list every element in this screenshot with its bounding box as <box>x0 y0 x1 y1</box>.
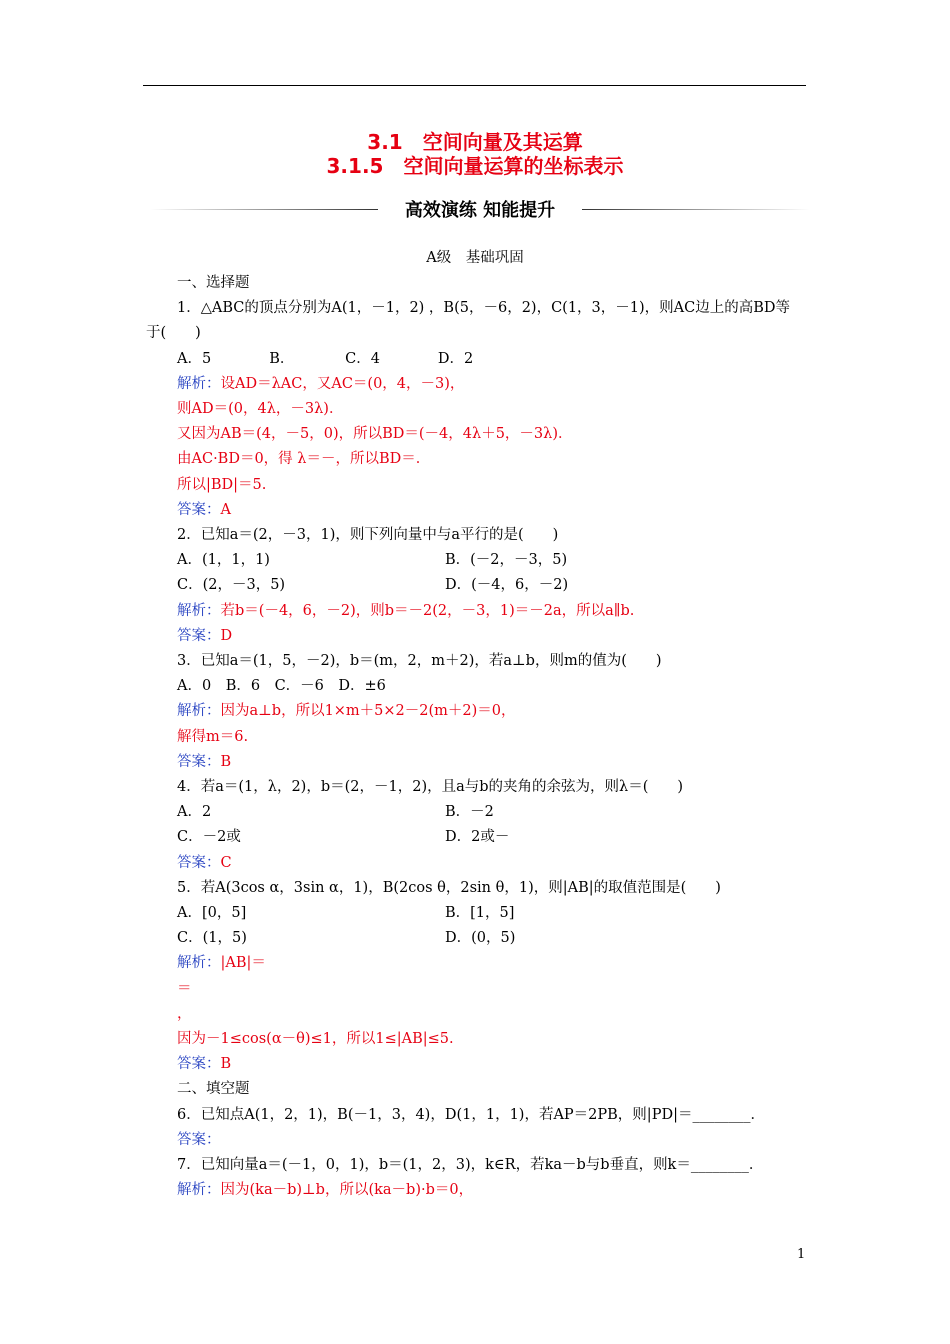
banner-text: 高效演练 知能提升 <box>404 200 556 221</box>
answer-label: 答案： <box>177 502 221 518</box>
line-text: 则AD＝(0，4λ，－3λ)． <box>177 401 344 417</box>
line-text: 因为(ka－b)⊥b，所以(ka－b)·b＝0， <box>220 1182 474 1198</box>
section-title: 3.1 空间向量及其运算 <box>367 130 583 154</box>
text-line <box>177 728 248 746</box>
level-heading: A级 基础巩固 <box>426 250 524 266</box>
line-text: 2．已知a＝(2，－3，1)，则下列向量中与a平行的是( ) <box>177 527 559 543</box>
text-line <box>177 702 516 720</box>
text-line <box>177 753 231 771</box>
text-line <box>177 652 662 670</box>
text-line <box>177 299 790 317</box>
line-text: 设AD＝λAC，又AC＝(0，4，－3)， <box>220 376 465 392</box>
text-line <box>177 501 231 519</box>
answer-label: 解析： <box>177 603 221 619</box>
banner <box>150 196 810 224</box>
line-text: A．2 <box>177 804 212 820</box>
line-text: 5．若A(3cos α，3sin α，1)，B(2cos θ，2sin θ，1)，则|AB|的取值范围是( ) <box>177 880 721 896</box>
line-text: A．0 B．6 C．－6 D．±6 <box>177 678 386 694</box>
answer-label: 答案： <box>177 628 221 644</box>
line-text: ， <box>177 1006 192 1022</box>
line-text: 因为a⊥b，所以1×m＋5×2－2(m＋2)＝0， <box>220 703 516 719</box>
answer-label: 答案： <box>177 855 221 871</box>
option-right: B．(－2，－3，5) <box>445 552 568 568</box>
text-line <box>177 904 246 922</box>
text-line <box>177 551 270 569</box>
text-line <box>177 1131 221 1149</box>
text-line <box>177 803 211 821</box>
answer-label: 解析： <box>177 955 221 971</box>
banner-right-rule <box>582 209 810 210</box>
text-line <box>177 1005 192 1023</box>
text-line <box>177 677 386 695</box>
text-line <box>177 375 464 393</box>
text-line <box>177 778 683 796</box>
text-line <box>177 602 634 620</box>
text-line <box>177 929 247 947</box>
line-text: 因为－1≤cos(α－θ)≤1，所以1≤|AB|≤5. <box>177 1031 454 1047</box>
line-text: A．5 B． C．4 D．2 <box>177 351 474 367</box>
answer-label: 答案： <box>177 1132 221 1148</box>
line-text: A．(1，1，1) <box>177 552 270 568</box>
line-text: 由AC·BD＝0，得 λ＝－，所以BD＝． <box>177 451 431 467</box>
text-line <box>177 854 232 872</box>
line-text: 一、选择题 <box>177 275 250 291</box>
text-line <box>177 828 241 846</box>
text-line <box>177 576 285 594</box>
text-line <box>177 425 573 443</box>
line-text: C．(2，－3，5) <box>177 577 286 593</box>
line-text: |AB|＝ <box>220 955 266 971</box>
line-text: D <box>220 628 233 644</box>
text-line <box>177 1106 765 1124</box>
option-right: D．(0，5) <box>445 930 516 946</box>
line-text: C．(1，5) <box>177 930 247 946</box>
text-line <box>177 954 266 972</box>
line-text: 若b＝(－4，6，－2)，则b＝－2(2，－3，1)＝－2a，所以a∥b. <box>220 603 635 619</box>
text-line <box>177 1055 231 1073</box>
line-text: C．－2或 <box>177 829 241 845</box>
text-line <box>146 324 201 342</box>
answer-label: 解析： <box>177 1182 221 1198</box>
answer-label: 答案： <box>177 1056 221 1072</box>
line-text: 于( ) <box>146 325 201 341</box>
line-text: B <box>220 1056 232 1072</box>
option-right: D．2或－ <box>445 829 510 845</box>
text-line <box>177 450 430 468</box>
text-line <box>177 526 558 544</box>
line-text: A <box>220 502 231 518</box>
text-line <box>177 980 192 998</box>
answer-label: 解析： <box>177 376 221 392</box>
option-right: D．(－4，6，－2) <box>445 577 569 593</box>
text-line <box>177 274 250 292</box>
line-text: 6．已知点A(1，2，1)，B(－1，3，4)，D(1，1，1)，若AP＝2PB，则|PD|＝________． <box>177 1107 765 1123</box>
line-text: 4．若a＝(1，λ，2)，b＝(2，－1，2)，且a与b的夹角的余弦为，则λ＝( ) <box>177 779 684 795</box>
subsection-title: 3.1.5 空间向量运算的坐标表示 <box>326 154 624 178</box>
line-text: C <box>220 855 232 871</box>
line-text: A．[0，5] <box>177 905 247 921</box>
line-text: 又因为AB＝(4，－5，0)，所以BD＝(－4，4λ＋5，－3λ)． <box>177 426 573 442</box>
line-text: 解得m＝6. <box>177 729 249 745</box>
line-text: 1．△ABC的顶点分别为A(1，－1，2) ，B(5，－6，2)，C(1，3，－1)，则AC边上的高BD等 <box>177 300 791 316</box>
line-text: ＝ <box>177 981 192 997</box>
answer-label: 答案： <box>177 754 221 770</box>
page-number: 1 <box>797 1247 806 1262</box>
header-rule <box>143 85 806 86</box>
line-text: 7．已知向量a＝(－1，0，1)，b＝(1，2，3)，k∈R，若ka－b与b垂直，则k＝________． <box>177 1157 764 1173</box>
text-line <box>177 1156 763 1174</box>
text-line <box>177 1030 454 1048</box>
option-right: B．[1，5] <box>445 905 515 921</box>
line-text: B <box>220 754 232 770</box>
text-line <box>177 879 721 897</box>
text-line <box>177 476 266 494</box>
text-line <box>177 350 473 368</box>
text-line <box>177 1181 473 1199</box>
option-right: B．－2 <box>445 804 494 820</box>
line-text: 所以|BD|＝5. <box>177 477 267 493</box>
line-text: 二、填空题 <box>177 1081 250 1097</box>
text-line <box>177 1080 250 1098</box>
line-text: 3．已知a＝(1，5，－2)，b＝(m，2，m＋2)，若a⊥b，则m的值为( ) <box>177 653 662 669</box>
text-line <box>177 627 232 645</box>
text-line <box>177 400 343 418</box>
answer-label: 解析： <box>177 703 221 719</box>
